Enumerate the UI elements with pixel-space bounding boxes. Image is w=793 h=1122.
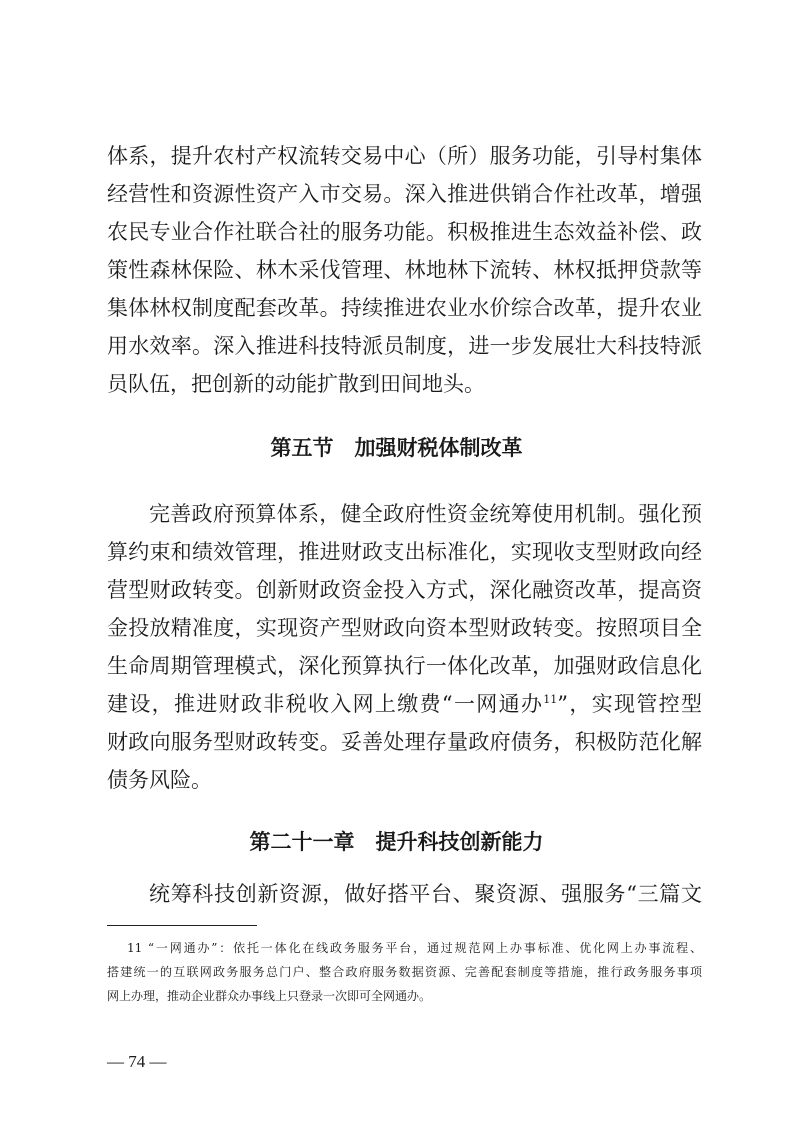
section-heading: 第五节 加强财税体制改革 [270, 436, 523, 460]
paragraph2-line-7: 财政向服务型财政转变。妥善处理存量政府债务，积极防范化解 [107, 730, 702, 754]
paragraph2-line-5: 生命周期管理模式，深化预算执行一体化改革，加强财政信息化 [107, 654, 702, 678]
paragraph1-line-4: 策性森林保险、林木采伐管理、林地林下流转、林权抵押贷款等 [107, 258, 702, 282]
paragraph2-line-4: 金投放精准度，实现资产型财政向资本型财政转变。按照项目全 [107, 616, 702, 640]
footnote-divider [107, 925, 257, 926]
paragraph3-line-1: 统筹科技创新资源，做好搭平台、聚资源、强服务“三篇文 [149, 882, 702, 906]
footnote-line-1: 11 “一网通办”：依托一体化在线政务服务平台，通过规范网上办事标准、优化网上办事流程、 [127, 941, 702, 955]
paragraph2-line-3: 营型财政转变。创新财政资金投入方式，深化融资改革，提高资 [107, 578, 702, 602]
footnote-line-3: 网上办理，推动企业群众办事线上只登录一次即可全网通办。 [107, 989, 432, 1003]
footnote-line-2: 搭建统一的互联网政务服务总门户、整合政府服务数据资源、完善配套制度等措施，推行政务服务事项 [107, 965, 702, 979]
paragraph1-line-6: 用水效率。深入推进科技特派员制度，进一步发展壮大科技特派 [107, 334, 702, 358]
paragraph2-line-6-tail: ”，实现管控型 [557, 692, 702, 716]
paragraph1-line-2: 经营性和资源性资产入市交易。深入推进供销合作社改革，增强 [107, 182, 702, 206]
paragraph2-line-2: 算约束和绩效管理，推进财政支出标准化，实现收支型财政向经 [107, 540, 702, 564]
paragraph1-line-7: 员队伍，把创新的动能扩散到田间地头。 [107, 372, 485, 396]
chapter-heading: 第二十一章 提升科技创新能力 [249, 830, 544, 854]
paragraph1-line-5: 集体林权制度配套改革。持续推进农业水价综合改革，提升农业 [107, 296, 702, 320]
paragraph1-line-3: 农民专业合作社联合社的服务功能。积极推进生态效益补偿、政 [107, 220, 702, 244]
page-number: — 74 — [107, 1052, 167, 1071]
paragraph2-line-6-text: 建设，推进财政非税收入网上缴费“一网通办 [107, 692, 544, 716]
footnote-ref-11: 11 [543, 693, 558, 706]
paragraph2-line-6 [107, 684, 702, 724]
paragraph2-line-8: 债务风险。 [107, 768, 212, 792]
paragraph1-line-1: 体系，提升农村产权流转交易中心（所）服务功能，引导村集体 [107, 144, 702, 168]
paragraph2-line-1: 完善政府预算体系，健全政府性资金统筹使用机制。强化预 [149, 502, 702, 526]
